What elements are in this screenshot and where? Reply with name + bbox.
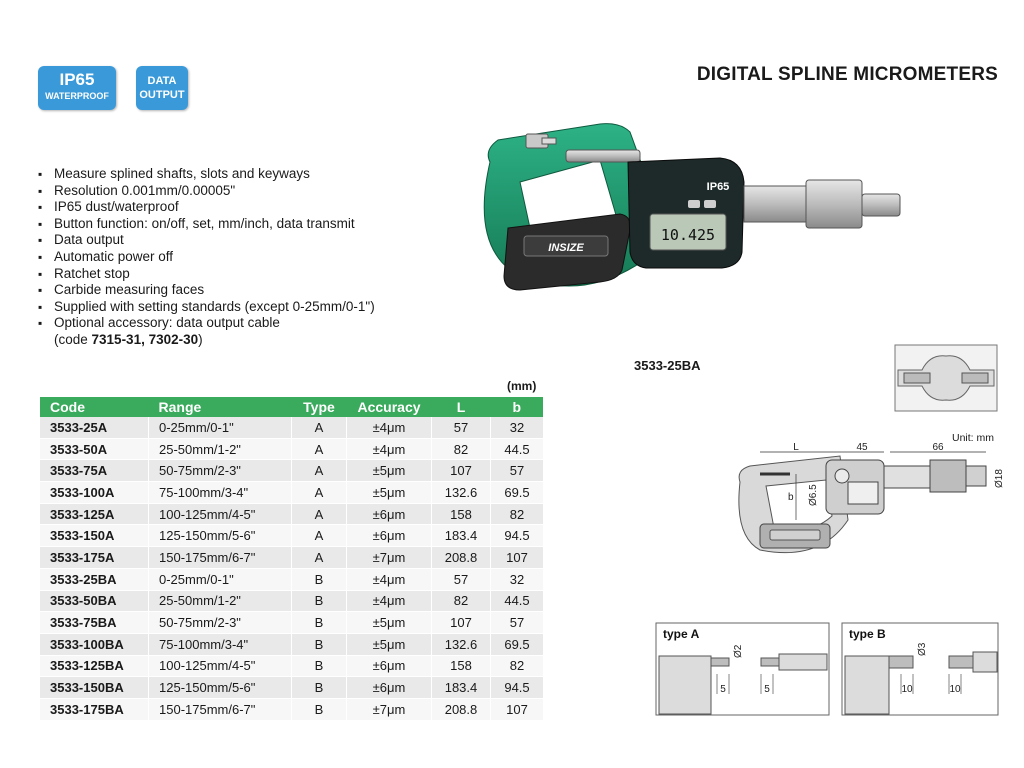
- cell-l: 57: [432, 568, 491, 590]
- cell-type: A: [292, 482, 347, 504]
- type-b-label: type B: [849, 627, 886, 641]
- cell-acc: ±5μm: [347, 633, 432, 655]
- feature-item: ▪ Optional accessory: data output cable: [38, 315, 375, 332]
- cell-b: 69.5: [491, 633, 544, 655]
- dim-66: 66: [932, 442, 944, 453]
- cell-acc: ±5μm: [347, 612, 432, 634]
- cell-b: 44.5: [491, 590, 544, 612]
- ip65-waterproof-badge: [38, 66, 116, 110]
- table-unit: (mm): [507, 379, 537, 393]
- ip65-badge-main: IP65: [59, 70, 95, 89]
- type-a-detail: [655, 622, 830, 716]
- cell-acc: ±5μm: [347, 460, 432, 482]
- cell-range: 100-125mm/4-5": [149, 503, 292, 525]
- cell-range: 0-25mm/0-1": [149, 417, 292, 438]
- cell-type: B: [292, 590, 347, 612]
- cell-acc: ±4μm: [347, 417, 432, 438]
- cell-l: 82: [432, 438, 491, 460]
- page-title: DIGITAL SPLINE MICROMETERS: [696, 64, 998, 85]
- lcd-reading: 10.425: [660, 226, 716, 244]
- cell-type: B: [292, 633, 347, 655]
- cell-b: 94.5: [491, 525, 544, 547]
- cell-l: 107: [432, 612, 491, 634]
- cell-code: 3533-100BA: [40, 633, 149, 655]
- feature-item: ▪ Ratchet stop: [38, 266, 375, 283]
- feature-item: ▪ Supplied with setting standards (except 0-25mm/0-1"): [38, 299, 375, 316]
- dim-L: L: [793, 442, 799, 453]
- cell-code: 3533-75A: [40, 460, 149, 482]
- cell-type: B: [292, 568, 347, 590]
- ip65-badge-sub: WATERPROOF: [45, 91, 109, 101]
- data-badge-line1: DATA: [147, 75, 177, 87]
- data-badge-line2: OUTPUT: [139, 89, 185, 101]
- col-range: Range: [149, 397, 292, 417]
- feature-item: ▪ IP65 dust/waterproof: [38, 199, 375, 216]
- col-accuracy: Accuracy: [347, 397, 432, 417]
- table-row: [40, 612, 543, 634]
- table-header-row: [40, 397, 543, 417]
- cell-acc: ±4μm: [347, 438, 432, 460]
- cell-acc: ±4μm: [347, 568, 432, 590]
- cell-type: B: [292, 677, 347, 699]
- cell-type: A: [292, 417, 347, 438]
- head-button: [704, 200, 716, 208]
- cell-range: 50-75mm/2-3": [149, 612, 292, 634]
- cell-code: 3533-75BA: [40, 612, 149, 634]
- cell-code: 3533-175BA: [40, 698, 149, 720]
- cell-l: 132.6: [432, 633, 491, 655]
- cable-prefix: (code: [54, 331, 92, 347]
- type-a-dim2: 5: [764, 684, 770, 695]
- cell-l: 158: [432, 503, 491, 525]
- spec-table: [40, 397, 543, 721]
- brand-logo: INSIZE: [548, 242, 584, 254]
- cell-type: A: [292, 460, 347, 482]
- cell-range: 100-125mm/4-5": [149, 655, 292, 677]
- cell-l: 158: [432, 655, 491, 677]
- cell-acc: ±6μm: [347, 503, 432, 525]
- col-type: Type: [292, 397, 347, 417]
- type-b-detail: [841, 622, 999, 716]
- col-L: L: [432, 397, 491, 417]
- table-row: [40, 547, 543, 569]
- cell-type: A: [292, 438, 347, 460]
- dimension-drawing: [730, 440, 1010, 580]
- cell-range: 150-175mm/6-7": [149, 698, 292, 720]
- dim-d65: Ø6.5: [808, 484, 819, 506]
- cell-type: B: [292, 655, 347, 677]
- cell-range: 150-175mm/6-7": [149, 547, 292, 569]
- micrometer-illustration: [450, 120, 920, 320]
- cell-code: 3533-25BA: [40, 568, 149, 590]
- cell-acc: ±7μm: [347, 547, 432, 569]
- table-row: [40, 677, 543, 699]
- cell-l: 183.4: [432, 677, 491, 699]
- type-b-dia: Ø3: [917, 642, 928, 656]
- dim-d18: Ø18: [994, 469, 1005, 488]
- feature-item: ▪ Automatic power off: [38, 249, 375, 266]
- cell-l: 82: [432, 590, 491, 612]
- cell-code: 3533-150A: [40, 525, 149, 547]
- cell-l: 107: [432, 460, 491, 482]
- cell-b: 107: [491, 547, 544, 569]
- cell-range: 125-150mm/5-6": [149, 525, 292, 547]
- spline-profile-inset: [894, 344, 998, 412]
- ratchet: [862, 194, 900, 216]
- head-button: [688, 200, 700, 208]
- feature-item: ▪ Data output: [38, 232, 375, 249]
- cell-range: 25-50mm/1-2": [149, 438, 292, 460]
- cell-l: 208.8: [432, 547, 491, 569]
- cell-acc: ±7μm: [347, 698, 432, 720]
- cell-code: 3533-175A: [40, 547, 149, 569]
- cell-code: 3533-50BA: [40, 590, 149, 612]
- cell-b: 44.5: [491, 438, 544, 460]
- table-row: [40, 698, 543, 720]
- cell-range: 0-25mm/0-1": [149, 568, 292, 590]
- cell-acc: ±6μm: [347, 525, 432, 547]
- cell-l: 132.6: [432, 482, 491, 504]
- feature-cable-codes: [38, 332, 375, 349]
- cable-suffix: ): [198, 331, 203, 347]
- table-row: [40, 590, 543, 612]
- feature-item: ▪ Carbide measuring faces: [38, 282, 375, 299]
- cell-type: A: [292, 503, 347, 525]
- cell-range: 50-75mm/2-3": [149, 460, 292, 482]
- sleeve: [744, 186, 806, 222]
- cell-code: 3533-25A: [40, 417, 149, 438]
- cell-b: 32: [491, 417, 544, 438]
- cell-type: A: [292, 525, 347, 547]
- spec-table-body: [40, 417, 543, 720]
- cell-code: 3533-125A: [40, 503, 149, 525]
- cell-code: 3533-50A: [40, 438, 149, 460]
- cell-acc: ±4μm: [347, 590, 432, 612]
- cell-b: 57: [491, 612, 544, 634]
- table-row: [40, 655, 543, 677]
- cell-l: 208.8: [432, 698, 491, 720]
- cell-range: 75-100mm/3-4": [149, 633, 292, 655]
- type-a-label: type A: [663, 627, 700, 641]
- cell-acc: ±6μm: [347, 655, 432, 677]
- cell-code: 3533-100A: [40, 482, 149, 504]
- ip65-head-label: IP65: [706, 181, 730, 193]
- cell-b: 94.5: [491, 677, 544, 699]
- digital-head: [628, 158, 744, 268]
- thimble: [806, 180, 862, 228]
- feature-item: ▪ Measure splined shafts, slots and keyways: [38, 166, 375, 183]
- cell-b: 69.5: [491, 482, 544, 504]
- cell-l: 57: [432, 417, 491, 438]
- cell-code: 3533-150BA: [40, 677, 149, 699]
- type-b-dim1: 10: [901, 684, 913, 695]
- cell-b: 57: [491, 460, 544, 482]
- table-row: [40, 438, 543, 460]
- spindle: [566, 150, 640, 162]
- type-b-dim2: 10: [949, 684, 961, 695]
- table-row: [40, 503, 543, 525]
- cell-type: A: [292, 547, 347, 569]
- table-row: [40, 482, 543, 504]
- cell-acc: ±6μm: [347, 677, 432, 699]
- table-row: [40, 417, 543, 438]
- cell-range: 75-100mm/3-4": [149, 482, 292, 504]
- table-row: [40, 568, 543, 590]
- cell-b: 82: [491, 503, 544, 525]
- table-row: [40, 633, 543, 655]
- cell-type: B: [292, 612, 347, 634]
- cell-code: 3533-125BA: [40, 655, 149, 677]
- data-output-badge: [136, 66, 188, 110]
- table-row: [40, 525, 543, 547]
- type-a-dia: Ø2: [733, 644, 744, 658]
- type-a-dim1: 5: [720, 684, 726, 695]
- col-b: b: [491, 397, 544, 417]
- cell-acc: ±5μm: [347, 482, 432, 504]
- cell-type: B: [292, 698, 347, 720]
- model-label: 3533-25BA: [634, 358, 701, 373]
- col-code: Code: [40, 397, 149, 417]
- cell-l: 183.4: [432, 525, 491, 547]
- cell-b: 82: [491, 655, 544, 677]
- cell-b: 107: [491, 698, 544, 720]
- feature-item: ▪ Button function: on/off, set, mm/inch, data transmit: [38, 216, 375, 233]
- cable-codes: 7315-31, 7302-30: [91, 331, 199, 347]
- cell-range: 125-150mm/5-6": [149, 677, 292, 699]
- dim-45: 45: [856, 442, 868, 453]
- cell-b: 32: [491, 568, 544, 590]
- feature-list: [38, 166, 375, 349]
- feature-item: ▪ Resolution 0.001mm/0.00005": [38, 183, 375, 200]
- table-row: [40, 460, 543, 482]
- cell-range: 25-50mm/1-2": [149, 590, 292, 612]
- unit-label-drawing: Unit: mm: [952, 432, 994, 444]
- dim-b: b: [788, 492, 794, 503]
